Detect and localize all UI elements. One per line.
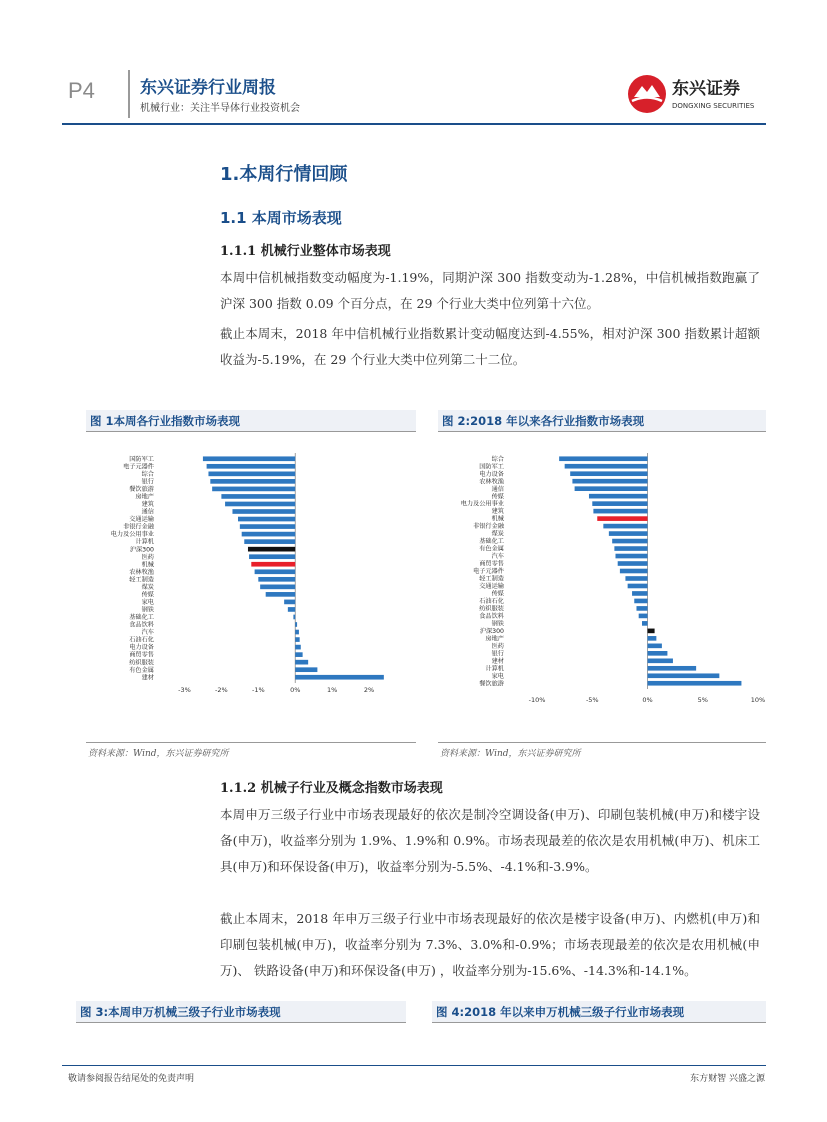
chart-2-bar-26 [648,651,668,656]
chart-2-bar-21 [639,614,648,619]
chart-1-tick-label-2: -1% [251,686,265,694]
section-heading-1: 1.本周行情回顾 [220,164,348,185]
chart-2-bar-17 [628,584,648,589]
chart-1-bar-14 [251,562,295,567]
chart-1-tick-label-1: -2% [215,686,228,694]
chart-1-tick-label-4: 1% [326,686,338,694]
chart-2-bar-23 [648,629,655,634]
chart-1-bar-6 [225,502,295,507]
chart-1-bar-9 [240,524,295,529]
chart-1-bar-21 [293,615,295,620]
figure-2-source: 资料来源：Wind，东兴证券研究所 [440,749,581,759]
chart-1-bar-3 [210,479,295,484]
chart-1-bar-16 [258,577,295,582]
figure-1-caption: 图 1本周各行业指数市场表现 [86,410,416,432]
chart-2-category-label-21: 食品饮料 [479,612,504,620]
chart-2-tick-label-4: 10% [750,696,766,704]
chart-2-category-label-19: 石油石化 [479,598,504,606]
chart-2-category-label-11: 基础化工 [479,538,504,546]
chart-2-tick-label-3: 5% [697,696,708,704]
chart-2-bar-2 [570,471,647,476]
chart-2-bar-3 [572,479,647,484]
chart-2-category-label-7: 建筑 [491,508,504,516]
report-brand: 东兴证券行业周报 [140,78,276,98]
section-heading-1-1-2: 1.1.2 机械子行业及概念指数市场表现 [220,781,443,796]
company-logo [626,72,766,116]
chart-1-bar-28 [295,667,317,672]
figure-3-caption: 图 3:本周申万机械三级子行业市场表现 [76,1001,406,1023]
chart-2-bar-14 [618,561,648,566]
chart-2-bar-11 [612,539,647,544]
logo-cn-text: 东兴证券 [672,79,740,99]
chart-1-category-label-9: 非银行金融 [123,523,154,531]
chart-1-category-label-13: 医药 [141,553,154,561]
chart-2-category-label-27: 建材 [491,657,504,665]
chart-2-bar-24 [648,636,657,641]
chart-1-bar-1 [207,464,296,469]
chart-2-category-label-30: 餐饮旅游 [479,680,504,688]
chart-1-bar-11 [244,539,295,544]
chart-2-category-label-10: 煤炭 [491,530,504,538]
chart-1-bar-0 [203,456,295,461]
logo-en-text: DONGXING SECURITIES [672,102,755,110]
chart-1-bar-2 [208,471,295,476]
chart-1-category-label-15: 农林牧渔 [129,568,154,576]
chart-2-bar-1 [565,464,648,469]
chart-1-category-label-11: 计算机 [135,538,154,546]
chart-2-category-label-9: 非银行金融 [473,523,504,531]
chart-1-bar-23 [295,630,299,635]
chart-1-bar-24 [295,637,299,642]
paragraph-2: 截止本周末，2018 年中信机械行业指数累计变动幅度达到-4.55%，相对沪深 300 指数累计超额收益为-5.19%，在 29 个行业大类中位列第二十二位。 [220,326,760,367]
chart-1-category-label-6: 建筑 [141,501,154,509]
chart-1-category-label-25: 电力设备 [129,644,154,652]
chart-2-category-label-14: 商贸零售 [479,560,504,568]
chart-2-bar-16 [625,576,647,581]
chart-1-category-label-20: 钢铁 [141,606,154,614]
chart-2-category-label-2: 电力设备 [479,470,504,478]
chart-1-category-label-4: 餐饮旅游 [129,486,154,494]
footer-slogan: 东方财智 兴盛之源 [690,1074,765,1084]
chart-2-category-label-4: 通信 [491,485,504,493]
chart-2-bar-27 [648,658,673,663]
chart-2-category-label-29: 家电 [491,672,504,680]
chart-2-bar-5 [589,494,648,499]
chart-2-bar-20 [636,606,647,611]
chart-1-category-label-3: 银行 [141,478,154,486]
chart-1-tick-label-3: 0% [290,686,301,694]
report-subtitle: 机械行业：关注半导体行业投资机会 [140,103,300,114]
chart-2-category-label-8: 机械 [491,515,504,523]
section-heading-1-1-1: 1.1.1 机械行业整体市场表现 [220,244,391,259]
chart-2-category-label-25: 医药 [491,642,504,650]
chart-2-category-label-12: 有色金属 [479,545,504,553]
chart-1-category-label-1: 电子元器件 [123,463,154,471]
chart-2-category-label-20: 纺织服装 [479,605,504,613]
chart-2-category-label-1: 国防军工 [479,463,504,471]
chart-2-tick-label-2: 0% [642,696,653,704]
chart-1-tick-label-5: 2% [363,686,375,694]
chart-1-bar-19 [284,600,295,605]
chart-2-category-label-24: 房地产 [485,635,504,643]
chart-2-category-label-16: 轻工制造 [479,575,504,583]
chart-1-category-label-5: 房地产 [135,493,154,501]
chart-1-category-label-2: 综合 [141,470,154,478]
chart-1-bar-27 [295,660,308,665]
chart-1-bar-4 [212,487,295,492]
figure-4-caption: 图 4:2018 年以来申万机械三级子行业市场表现 [432,1001,766,1023]
chart-1-category-label-12: 沪深300 [129,546,154,554]
chart-1-category-label-19: 家电 [141,599,154,607]
chart-2-bar-25 [648,644,662,649]
chart-1-category-label-16: 轻工制造 [129,576,154,584]
chart-1-category-label-24: 石油石化 [129,636,154,644]
chart-1-category-label-28: 有色金属 [129,666,154,674]
chart-2-bar-8 [597,516,647,521]
figure-2-caption: 图 2:2018 年以来各行业指数市场表现 [438,410,766,432]
paragraph-3: 本周申万三级子行业中市场表现最好的依次是制冷空调设备(申万)、印刷包装机械(申万)和楼宇设备(申万)，收益率分别为 1.9%、1.9%和 0.9%。市场表现最差的依次是农用机械(申万)、机床工具(申万)和环保设备(申万)，收益率分别为-5.5%、-4.1%和-3.9%。 [220,807,760,874]
chart-2-category-label-3: 农林牧渔 [479,478,504,486]
chart-2-bar-15 [620,569,648,574]
chart-2-bar-18 [632,591,647,596]
chart-1-category-label-8: 交通运输 [129,516,154,524]
chart-2-bar-4 [575,486,648,491]
chart-1-bar-15 [255,569,296,574]
chart-1-category-label-21: 基础化工 [129,614,154,622]
chart-2-bar-13 [615,554,647,559]
chart-2-tick-label-0: -10% [528,696,546,704]
chart-1-bar-26 [295,652,302,657]
paragraph-1: 本周中信机械指数变动幅度为-1.19%，同期沪深 300 指数变动为-1.28%，中信机械指数跑赢了沪深 300 指数 0.09 个百分点，在 29 个行业大类中位列第十六位。 [220,270,760,311]
chart-1-category-label-29: 建材 [141,674,154,682]
chart-1-bar-22 [295,622,297,627]
chart-2-bar-6 [592,501,647,506]
chart-1-category-label-7: 通信 [141,508,154,516]
chart-1-category-label-0: 国防军工 [129,455,154,463]
header-divider [128,70,130,118]
chart-2-bar-12 [614,546,647,551]
chart-2-bar-29 [648,673,720,678]
chart-2-bar-22 [642,621,648,626]
paragraph-4: 截止本周末，2018 年申万三级子行业中市场表现最好的依次是楼宇设备(申万)、内燃机(申万)和印刷包装机械(申万)，收益率分别为 7.3%、3.0%和-0.9%；市场表现最差的依次是农用机械(申万)、 铁路设备(申万)和环保设备(申万) ，收益率分别为-15.6%、-14.3%和-14.1%。 [220,911,760,978]
chart-1-bar-18 [266,592,296,597]
chart-1-bar-10 [242,532,296,537]
section-heading-1-1: 1.1 本周市场表现 [220,209,342,227]
chart-1-bar-20 [288,607,295,612]
chart-2-bar-28 [648,666,697,671]
chart-2-category-label-13: 汽车 [491,553,504,561]
chart-2-tick-label-1: -5% [585,696,599,704]
chart-1-category-label-23: 汽车 [141,629,154,637]
chart-1-category-label-27: 纺织服装 [129,659,154,667]
chart-2-category-label-26: 银行 [491,650,504,658]
header-rule [62,123,766,125]
chart-1-category-label-22: 食品饮料 [129,621,154,629]
chart-2-category-label-5: 传媒 [491,493,504,501]
chart-2-category-label-17: 交通运输 [479,583,504,591]
chart-2-bar-19 [634,599,647,604]
chart-2-bar-0 [559,456,647,461]
footer-rule [62,1065,766,1066]
chart-1-bar-25 [295,645,301,650]
chart-2-bar-7 [593,509,647,514]
chart-2-category-label-0: 综合 [491,455,504,463]
chart-1-category-label-26: 商贸零售 [129,651,154,659]
chart-2-bar-10 [609,531,648,536]
chart-2-category-label-23: 沪深300 [479,627,504,635]
page-number: P4 [68,78,95,103]
chart-1-bar-8 [238,517,295,522]
figure-2-chart [438,440,766,740]
chart-1-category-label-10: 电力及公用事业 [110,531,154,539]
chart-2-bar-30 [648,681,742,686]
chart-1-bar-13 [249,554,295,559]
chart-1-bar-12 [248,547,295,552]
chart-2-category-label-22: 钢铁 [491,620,504,628]
chart-2-bar-9 [603,524,647,529]
chart-2-category-label-28: 计算机 [485,665,504,673]
chart-1-tick-label-0: -3% [178,686,191,694]
chart-2-category-label-18: 传媒 [491,590,504,598]
chart-2-category-label-6: 电力及公用事业 [460,500,504,508]
chart-1-bar-7 [232,509,295,514]
chart-1-bar-17 [260,584,295,589]
chart-1-category-label-18: 传媒 [141,591,154,599]
figure-1-chart [86,440,416,740]
chart-1-bar-5 [221,494,295,499]
chart-1-bar-29 [295,675,384,680]
chart-1-category-label-17: 煤炭 [141,583,154,591]
chart-2-category-label-15: 电子元器件 [473,568,504,576]
chart-1-category-label-14: 机械 [141,561,154,569]
figure-1-source: 资料来源：Wind，东兴证券研究所 [88,749,229,759]
footer-disclaimer: 敬请参阅报告结尾处的免责声明 [68,1074,195,1084]
